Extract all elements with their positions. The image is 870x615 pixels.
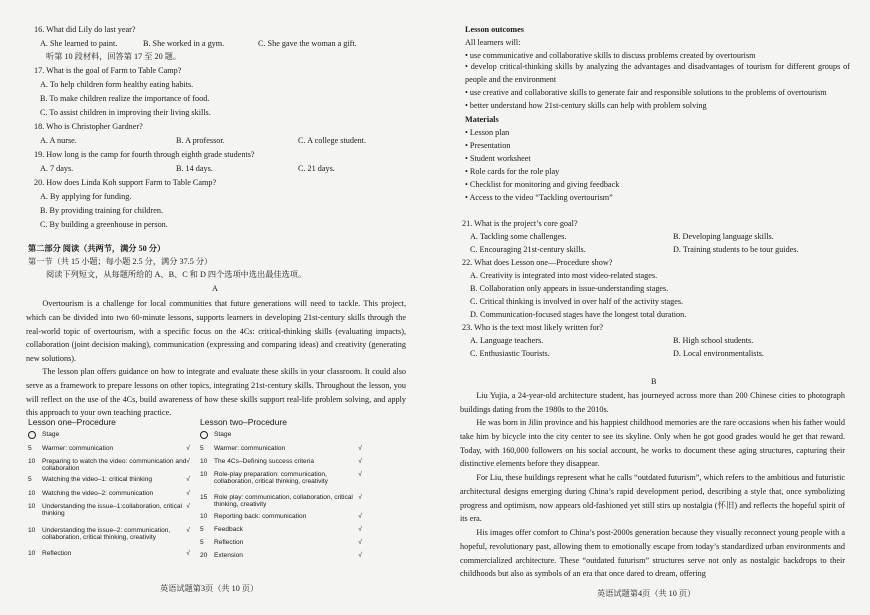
option: C. A college student.	[298, 136, 366, 145]
option: A. Tackling some challenges.	[470, 232, 567, 241]
question-16: 16. What did Lily do last year?	[34, 25, 136, 34]
passage-b-para-2: He was born in Jilin province and his happiest childhood memories are the rare occasions when his father would take him by bicycle into the city center to see its skyline. Only when he got good grades would he get that reward. Today, with 160,000 followers on his social account, he works to document these aging structures, capturing their distinctive elements before they disappear.	[460, 418, 845, 469]
option: D. Training students to be tour guides.	[673, 245, 799, 254]
material-item: • Presentation	[465, 141, 511, 150]
lesson-one-table: Lesson one–Procedure Stage 5 Warmer: communication √ 10 Preparing to watch the video: communication and collaboration √ 5 Watching the video–1: critical thinking √ 10 Watching the video–2: communication √ 10 Understanding the issue–1:collaboration, critical thinking √ 10 Understanding the issue–2: communication, collaboration, critical thinking, creativity √ 10 Reflection √	[28, 419, 193, 564]
outcome-item: • better understand how 21st-century skills can help with problem solving	[465, 101, 707, 110]
clock-icon	[28, 431, 36, 439]
outcomes-intro: All learners will:	[465, 38, 521, 47]
passage-b-para-4: His images offer comfort to China’s post-2000s generation because they visually reconnect young people with a hopeful, revolutionary past, allowing them to emotionally escape from today’s standardized urban environments and commercialized architecture. These “outdated futurism” structures serve not only as nostalgic backdrops to their childhoods but also as symbols of an era that once dared to dream, offering	[460, 528, 845, 579]
material-item: • Lesson plan	[465, 128, 510, 137]
option: A. To help children form healthy eating habits.	[40, 80, 194, 89]
page-footer-right: 英语试题第4页（共 10 页）	[597, 589, 696, 598]
right-page	[435, 0, 870, 615]
option: B. High school students.	[673, 336, 754, 345]
question-21: 21. What is the project’s core goal?	[462, 219, 578, 228]
outcome-item: • use creative and collaborative skills to generate fair and responsible solutions to the problems of overtourism	[465, 88, 827, 97]
question-22: 22. What does Lesson one—Procedure show?	[462, 258, 613, 267]
passage-label: A	[212, 284, 218, 293]
option: A. By applying for funding.	[40, 192, 132, 201]
option: D. Communication-focused stages have the longest total duration.	[470, 310, 687, 319]
material-item: • Checklist for monitoring and giving feedback	[465, 180, 620, 189]
question-17: 17. What is the goal of Farm to Table Camp?	[34, 66, 182, 75]
instructions: 阅读下列短文，从每题所给的 A、B、C 和 D 四个选项中选出最佳选项。	[46, 270, 307, 279]
clock-icon	[200, 431, 208, 439]
material-item: • Role cards for the role play	[465, 167, 560, 176]
passage-a-para-2: The lesson plan offers guidance on how to integrate and evaluate these skills in your classroom. It could also serve as a framework to prepare lessons on other topics, integrating 21st-century skills. Throughout the lesson, you will reflect on the use of the 4Cs, build awareness of how these skills support real-life problem solving, and apply this approach to your own teaching practice.	[26, 367, 406, 418]
question-20: 20. How does Linda Koh support Farm to Table Camp?	[34, 178, 217, 187]
page-footer-left: 英语试题第3页（共 10 页）	[160, 584, 259, 593]
passage-label: B	[651, 377, 657, 386]
option: A. Language teachers.	[470, 336, 544, 345]
passage-b-para-1: Liu Yujia, a 24-year-old architecture student, has journeyed across more than 200 Chinese cities to photograph buildings dating from the 1980s to the 2010s.	[460, 391, 845, 414]
passage-b-para-3: For Liu, these buildings represent what he calls “outdated futurism”, which refers to the ambitious and futuristic architectural designs emerging during China’s rapid development period, describing a style that, once symbolizing progress and optimism, now appears old-fashioned yet still stirs up nostalgia (怀旧) and reflects the hopeful spirit of its era.	[460, 473, 845, 524]
option: C. Enthusiastic Tourists.	[470, 349, 550, 358]
option: A. 7 days.	[40, 164, 74, 173]
option: C. Encouraging 21st-century skills.	[470, 245, 586, 254]
outcome-item: • develop critical-thinking skills by analyzing the advantages and disadvantages of tourism for different groups of people and the environment	[465, 62, 850, 84]
lesson-two-title: Lesson two–Procedure	[200, 417, 287, 427]
materials-title: Materials	[465, 115, 499, 124]
question-23: 23. Who is the text most likely written for?	[462, 323, 604, 332]
option: B. A professor.	[176, 136, 225, 145]
option: B. By providing training for children.	[40, 206, 164, 215]
lesson-two-table: Lesson two–Procedure Stage 5 Warmer: communication √ 10 The 4Cs–Defining success criteria √ 10 Role-play preparation: communication, collaboration, critical thinking, creativity √ 15 Role play: communication, collaboration, critical thinking, creativity √ 10 Reporting back: communication √ 5 Feedback √ 5 Reflection √ 20 Extension √	[200, 419, 365, 564]
option: D. Local environmentalists.	[673, 349, 764, 358]
option: B. Developing language skills.	[673, 232, 774, 241]
outcome-item: • use communicative and collaborative skills to discuss problems created by overtourism	[465, 51, 756, 60]
outcomes-title: Lesson outcomes	[465, 25, 524, 34]
section1-title: 第一节（共 15 小题；每小题 2.5 分，满分 37.5 分）	[28, 257, 213, 266]
question-19: 19. How long is the camp for fourth through eighth grade students?	[34, 150, 255, 159]
stage-header: Stage	[42, 431, 60, 438]
question-18: 18. Who is Christopher Gardner?	[34, 122, 143, 131]
passage-a-para-1: Overtourism is a challenge for local communities that future generations will need to tackle. This project, which can be divided into two 60-minute lessons, supports learners in developing 21st-century skills through the real-world topic of overtourism, with a specific focus on the 4Cs: critical-thinking skills (evaluating impacts), collaboration (joint decision making), communication (expressing and comparing ideas) and creativity (generating new solutions).	[26, 299, 406, 364]
material-item: • Access to the video “Tackling overtourism”	[465, 193, 613, 202]
option: B. She worked in a gym.	[143, 39, 225, 48]
option: C. Critical thinking is involved in over half of the activity stages.	[470, 297, 684, 306]
listening-note: 听第 10 段材料，回答第 17 至 20 题。	[46, 52, 182, 61]
option: C. 21 days.	[298, 164, 335, 173]
option: A. A nurse.	[40, 136, 77, 145]
option: C. To assist children in improving their living skills.	[40, 108, 211, 117]
stage-header: Stage	[214, 431, 232, 438]
option: B. To make children realize the importance of food.	[40, 94, 210, 103]
part2-title: 第二部分 阅读（共两节，满分 50 分）	[28, 244, 166, 253]
lesson-one-title: Lesson one–Procedure	[28, 417, 116, 427]
option: B. Collaboration only appears in issue-understanding stages.	[470, 284, 669, 293]
material-item: • Student worksheet	[465, 154, 531, 163]
option: C. She gave the woman a gift.	[258, 39, 357, 48]
option: A. Creativity is integrated into most video-related stages.	[470, 271, 658, 280]
option: A. She learned to paint.	[40, 39, 118, 48]
option: B. 14 days.	[176, 164, 213, 173]
option: C. By building a greenhouse in person.	[40, 220, 168, 229]
